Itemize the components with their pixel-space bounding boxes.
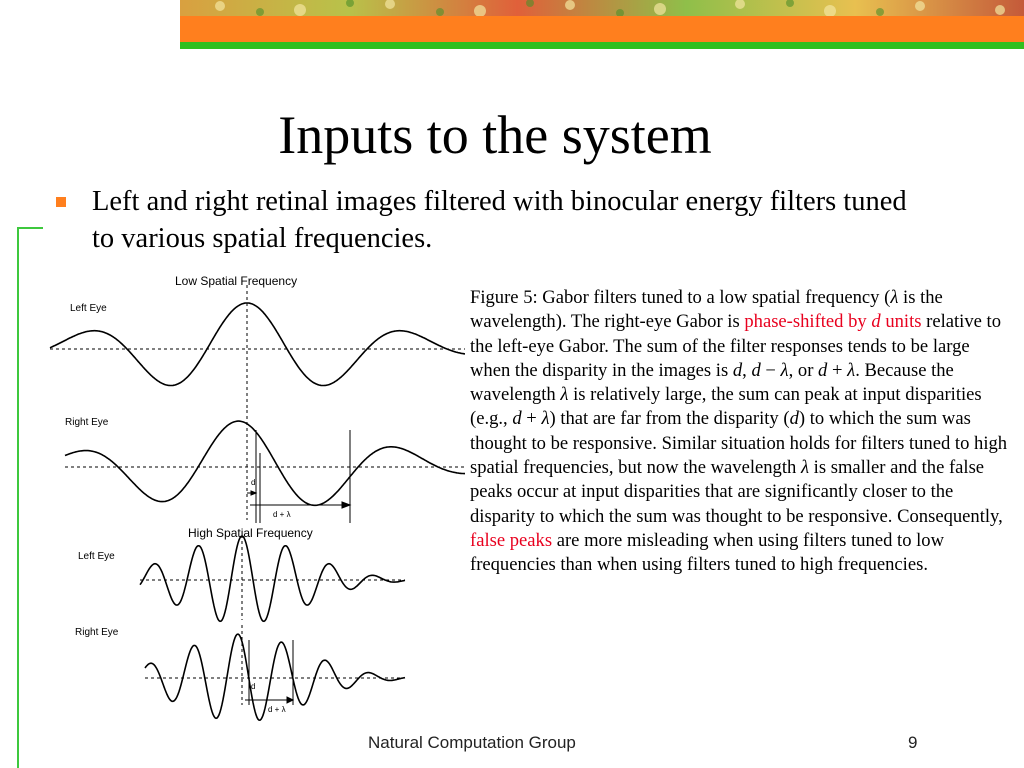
- footer-text: Natural Computation Group: [368, 733, 576, 752]
- low-frequency-title: Low Spatial Frequency: [175, 274, 298, 288]
- header-banner-image: [180, 0, 1024, 16]
- low-d-lambda-label: d + λ: [273, 510, 291, 519]
- high-frequency-title: High Spatial Frequency: [188, 526, 313, 540]
- gabor-filter-figure: [45, 265, 465, 725]
- low-right-eye-waveform: [65, 421, 465, 505]
- header-green-stripe: [180, 42, 1024, 49]
- low-left-eye-label: Left Eye: [70, 303, 107, 314]
- figure-caption: Figure 5: Gabor filters tuned to a low spatial frequency (λ is the wavelength). The right-eye Gabor is phase-shifted by d units relative to the left-eye Gabor. The sum of the filter responses tends to be large when the disparity in the images is d, d − λ, or d + λ. Because the wavelength λ is relatively large, the sum can peak at input disparities (e.g., d + λ) that are far from the disparity (d) to which the sum was thought to be responsive. Similar situation holds for filters tuned to high spatial frequencies, but now the wavelength λ is smaller and the false peaks occur at input disparities that are significantly closer to the disparity to which the sum was thought to be responsive. Consequently, false peaks are more misleading when using filters tuned to low frequencies than when using filters tuned to high frequencies.: [470, 287, 1008, 576]
- low-d-label: d: [251, 478, 256, 487]
- header-orange-bar: [180, 16, 1024, 42]
- high-arrow-head: [287, 697, 293, 703]
- side-rule-horizontal: [17, 227, 43, 229]
- low-arrow-head: [342, 502, 350, 508]
- high-left-eye-label: Left Eye: [78, 551, 115, 562]
- bullet-text: Left and right retinal images filtered with binocular energy filters tuned to various spatial frequencies.: [92, 186, 907, 254]
- low-right-eye-label: Right Eye: [65, 417, 109, 428]
- high-d-lambda-label: d + λ: [268, 705, 286, 714]
- page-number: 9: [908, 733, 918, 752]
- low-d-arrow-head: [251, 491, 256, 495]
- side-rule-vertical: [17, 227, 19, 768]
- bullet-square-icon: [56, 197, 66, 207]
- slide-title: Inputs to the system: [278, 105, 712, 165]
- high-left-eye-waveform: [140, 536, 405, 621]
- false-peaks-highlight: false peaks: [470, 529, 553, 551]
- high-d-label: d: [251, 682, 256, 691]
- phase-shift-highlight: phase-shifted by d units: [744, 311, 922, 333]
- low-left-eye-waveform: [50, 303, 465, 386]
- high-right-eye-label: Right Eye: [75, 627, 119, 638]
